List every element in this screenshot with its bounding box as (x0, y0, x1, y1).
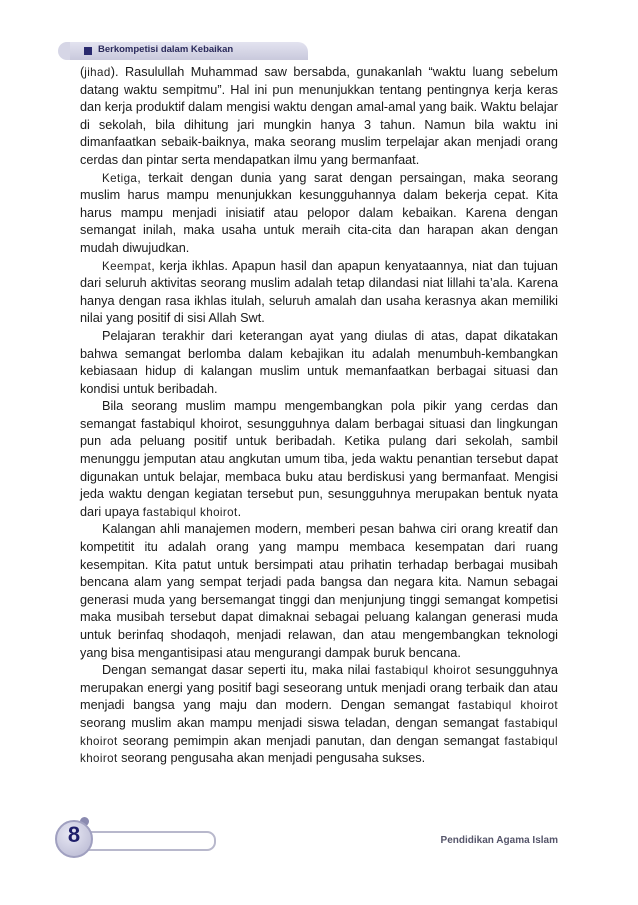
italic-term: Keempat (102, 259, 152, 273)
paragraph-text: Kalangan ahli manajemen modern, memberi pesan bahwa ciri orang kreatif dan kompetitit itu adalah orang yang mampu membaca kesempatan dari ruang kesempitan. Kita patut untuk bersimpati atau prihatin terhadap berbagai musibah bencana alam yang sempat terjadi pada bangsa dan negara kita. Namun sebagai generasi muda yang bersemangat tinggi dan menjunjung tinggi semangat kompetisi maka musibah tersebut dapat dimaknai sebagai peluang kalangan generasi muda untuk berinfaq shodaqoh, menjadi relawan, dan atau mengembangkan teknologi yang bisa mengantisipasi atau mengurangi dampak buruk bencana. (80, 522, 558, 660)
paragraph-text: ( (80, 65, 85, 79)
page-number: 8 (67, 822, 81, 847)
paragraph-text: seorang pengusaha akan menjadi pengusaha sukses. (117, 751, 426, 766)
paragraph-text: . (237, 504, 242, 519)
paragraph-text: sesungguhnya merupakan energi yang positif bagi seseorang untuk menjadi orang terbaik dan atau menjadi bangsa yang maju dan modern. Dengan semangat (80, 663, 558, 713)
paragraph (80, 170, 558, 258)
body-text (80, 64, 558, 768)
italic-term: fastabiqul khoirot (80, 734, 558, 766)
paragraph (80, 521, 558, 662)
paragraph (80, 662, 558, 768)
paragraph-text: Bila seorang muslim mampu mengembangkan pola pikir yang cerdas dan semangat fastabiqul khoirot, sesungguhnya dalam berbagai situasi dan lingkungan pun ada peluang positif untuk beribadah. Ketika pulang dari sekolah, sambil menunggu jemputan atau angkutan umum tiba, jeda waktu penantian tersebut dapat digunakan untuk belajar, membaca buku atau berdiskusi yang bermanfaat. Mengisi jeda waktu dengan kegiatan tersebut pun, sesungguhnya merupakan bentuk nyata dari upaya (80, 399, 558, 519)
header-bullet-icon (84, 47, 92, 55)
chapter-header: Berkompetisi dalam Kebaikan (98, 44, 234, 55)
paragraph (80, 258, 558, 328)
paragraph-text: Dengan semangat dasar seperti itu, maka nilai (102, 663, 375, 678)
paragraph-text: Pelajaran terakhir dari keterangan ayat yang diulas di atas, dapat dikatakan bahwa semangat berlomba dalam kebajikan itu adalah menumbuh-kembangkan kebiasaan hidup di kalangan muslim untuk memanfaatkan berbagai situasi dan kondisi untuk beribadah. (80, 328, 558, 396)
paragraph-text: , kerja ikhlas. Apapun hasil dan apapun kenyataannya, niat dan tujuan dari seluruh aktivitas seorang muslim adalah tetap dilandasi niat lillahi ta’ala. Karena hanya dengan rasa ikhlas itulah, seluruh amalah dan usaha kerasnya akan memiliki nilai yang positif di sisi Allah Swt. (80, 258, 558, 326)
paragraph (80, 64, 558, 170)
paragraph-text: seorang pemimpin akan menjadi panutan, dan dengan semangat (117, 733, 505, 748)
paragraph-text: ). Rasulullah Muhammad saw bersabda, gunakanlah “waktu luang sebelum datang waktu sempitmu”. Hal ini pun menunjukkan tentang pentingnya kerja keras dan kerja produktif dalam mengisi waktu dengan amal-amal yang baik. Waktu belajar di sekolah, bila dihitung jari mungkin hanya 3 tahun. Namun bila waktu ini dimanfaatkan sebaik-baiknya, maka seorang muslim terpelajar akan menjadi orang cerdas dan pintar serta mendapatkan ilmu yang bermanfaat. (80, 65, 558, 167)
paragraph (80, 398, 558, 521)
italic-term: jihad (84, 66, 111, 79)
italic-term: fastabiqul khoirot (80, 716, 558, 748)
paragraph-text: , terkait dengan dunia yang sarat dengan persaingan, maka seorang muslim harus mampu menunjukkan kesungguhannya dalam bekerja cepat. Kita harus mampu menjadi inisiatif atau pelopor dalam kebaikan. Karena dengan semangat inilah, maka usaha untuk meraih cita-cita dan harapan akan dengan mudah diwujudkan. (80, 170, 558, 255)
italic-term: fastabiqul khoirot (142, 505, 238, 519)
italic-term: Ketiga (102, 171, 138, 185)
italic-term: fastabiqul khoirot (458, 699, 558, 713)
paragraph-text: seorang muslim akan mampu menjadi siswa teladan, dengan semangat (80, 715, 505, 730)
paragraph (80, 328, 558, 398)
book-title: Pendidikan Agama Islam (440, 835, 558, 846)
italic-term: fastabiqul khoirot (374, 664, 471, 678)
footer-bar (76, 831, 216, 851)
